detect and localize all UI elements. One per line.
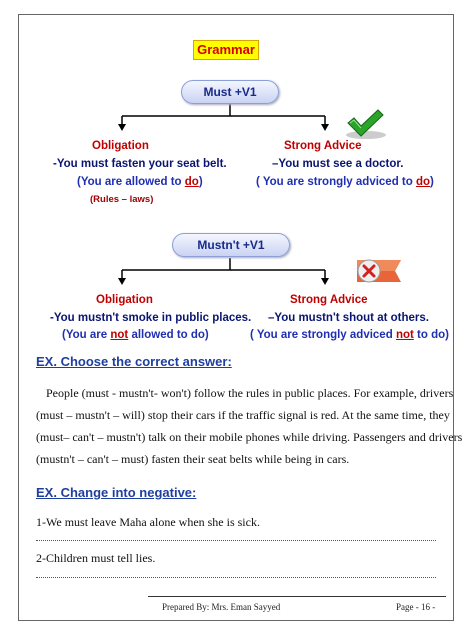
exercise2-heading: EX. Change into negative: xyxy=(36,485,197,500)
exercise1-line-4: (mustn't – can't – must) fasten their seat belts while being in cars. xyxy=(36,452,350,466)
footer-author: Prepared By: Mrs. Eman Sayyed xyxy=(162,602,281,612)
footer-divider xyxy=(148,596,446,597)
s2-right-note: ( You are strongly adviced not to do) xyxy=(250,329,449,341)
exercise1-line-1: People (must - mustn't- won't) follow the rules in public places. For example, drivers xyxy=(46,386,454,400)
answer-line-1[interactable] xyxy=(36,540,436,541)
answer-line-2[interactable] xyxy=(36,577,436,578)
s1-right-example: –You must see a doctor. xyxy=(272,158,404,170)
exercise2-item-1: 1-We must leave Maha alone when she is sick. xyxy=(36,515,260,529)
s2-left-note: (You are not allowed to do) xyxy=(62,329,209,341)
s1-left-heading: Obligation xyxy=(92,140,149,152)
must-v1-pill: Must +V1 xyxy=(181,80,279,104)
exercise1-heading: EX. Choose the correct answer: xyxy=(36,354,232,369)
s2-left-example: -You mustn't smoke in public places. xyxy=(50,312,252,324)
exercise2-item-2: 2-Children must tell lies. xyxy=(36,551,156,565)
s2-right-example: –You mustn't shout at others. xyxy=(268,312,429,324)
s1-left-example: -You must fasten your seat belt. xyxy=(53,158,227,170)
mustnt-v1-pill: Mustn't +V1 xyxy=(172,233,290,257)
check-icon xyxy=(342,105,388,141)
exercise1-line-2: (must – mustn't – will) stop their cars if the traffic signal is red. At the same time, they xyxy=(36,408,450,422)
s2-left-heading: Obligation xyxy=(96,294,153,306)
footer-page-number: Page - 16 - xyxy=(396,602,436,612)
page-title: Grammar xyxy=(193,40,259,60)
s1-left-note: (You are allowed to do) xyxy=(77,176,203,188)
s1-left-sub: (Rules – laws) xyxy=(90,194,154,205)
s1-right-heading: Strong Advice xyxy=(284,140,362,152)
cross-icon xyxy=(355,256,407,286)
s1-right-note: ( You are strongly adviced to do) xyxy=(256,176,434,188)
exercise1-line-3: (must– can't – mustn't) talk on their mobile phones while driving. Passengers and drivers xyxy=(36,430,463,444)
s2-right-heading: Strong Advice xyxy=(290,294,368,306)
